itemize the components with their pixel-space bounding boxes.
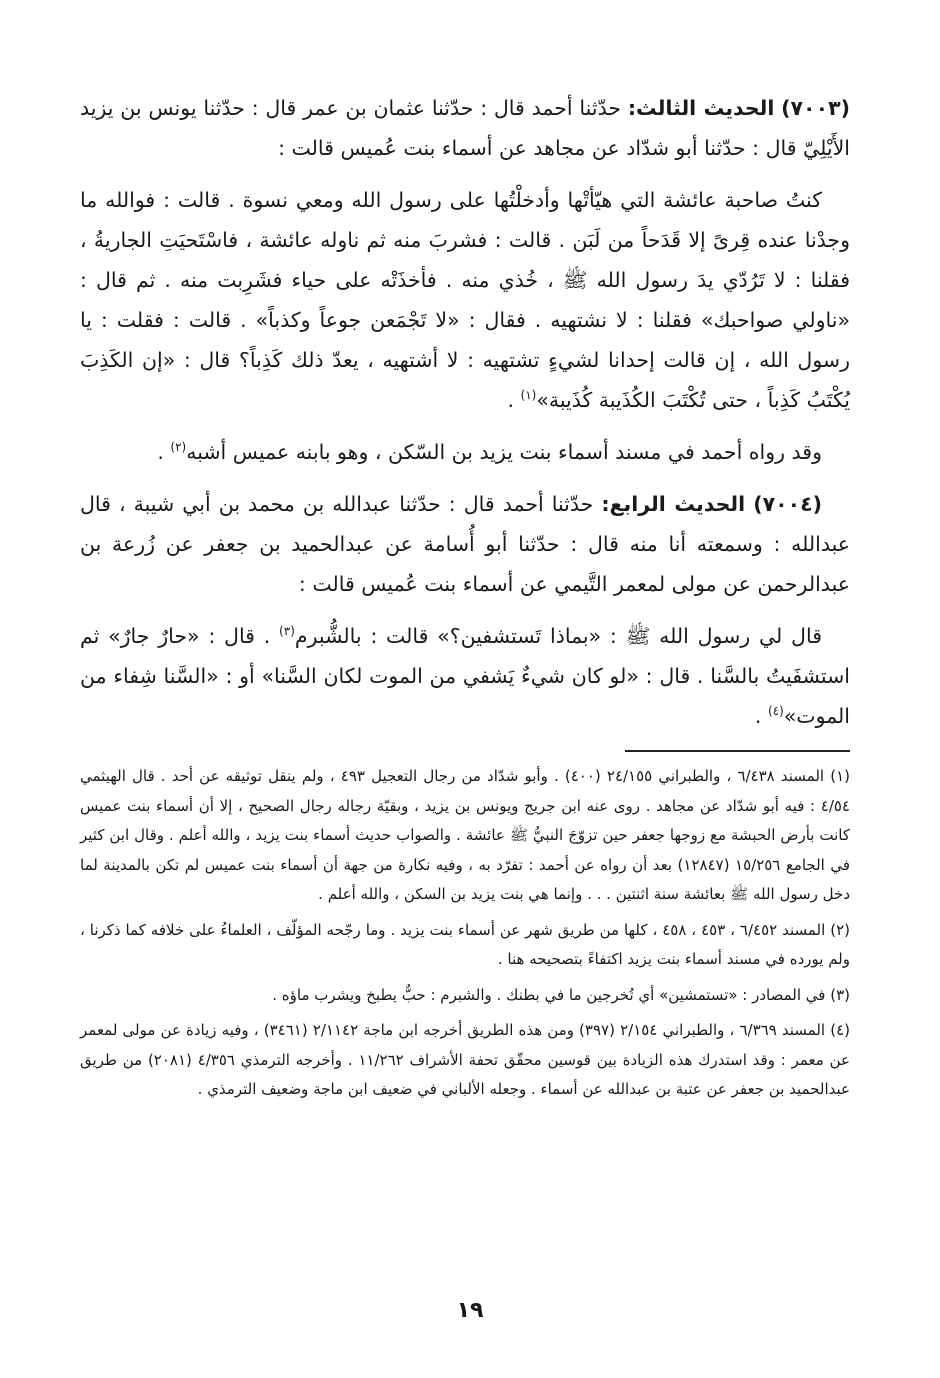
hadith-3-note-text: وقد رواه أحمد في مسند أسماء بنت يزيد بن السّكن ، وهو بابنه عميس أشبه: [186, 440, 822, 464]
hadith-3-matn: [80, 180, 850, 420]
footnote-ref-1: (١): [520, 388, 537, 403]
footnote-text: في المصادر : «تستمشين» أي تُخرجين ما في بطنك . والشبرم : حبٌّ يطبخ ويشرب ماؤه .: [272, 985, 831, 1004]
hadith-4-end: .: [754, 704, 768, 728]
footnote-number: (٢): [830, 920, 850, 939]
footnote-separator: [625, 750, 850, 752]
main-text: [80, 88, 850, 736]
hadith-3-text: كنتُ صاحبة عائشة التي هيّأتْها وأدخلْتُها على رسول الله ومعي نسوة . قالت : فوالله ما وجدْنا عنده قِرىً إلا قَدَحاً من لَبَن . قالت : فشربَ منه ثم ناوله عائشة ، فاسْتَحيَتِ الجاريةُ ، فقلنا : لا تَرُدّي يدَ رسول الله ﷺ ، خُذي منه . فأخذَتْه على حياء فشَرِبت منه . ثم قال : «ناولي صواحبك» فقلنا : لا نشتهيه . فقال : «لا تَجْمَعن جوعاً وكذباً» . قالت : فقلت : يا رسول الله ، إن قالت إحدانا لشيءٍ تشتهيه : لا أشتهيه ، يعدّ ذلك كَذِباً؟ قال : «إن الكَذِبَ يُكْتَبُ كَذِباً ، حتى تُكْتَبَ الكُذَيبة كُذَيبة»: [80, 188, 850, 412]
hadith-3-isnad: [80, 88, 850, 168]
footnote-ref-2: (٢): [170, 440, 187, 455]
hadith-3-note-end: .: [157, 440, 171, 464]
footnote-number: (٣): [830, 985, 850, 1004]
hadith-3-title: الحديث الثالث:: [627, 96, 775, 120]
footnote-text: المسند ٦/٤٥٢ ، ٤٥٣ ، ٤٥٨ ، كلها من طريق شهر عن أسماء بنت يزيد . وما رجّحه المؤلّف ، العلماءُ على خلافه كما ذكرنا ، ولم يورده في مسند أسماء بنت يزيد اكتفاءً بتصحيحه هنا .: [80, 920, 850, 968]
footnote-4: [80, 1016, 850, 1105]
hadith-4-matn: [80, 616, 850, 736]
footnote-number: (٤): [830, 1021, 850, 1039]
hadith-4-number: (٧٠٠٤): [753, 492, 822, 516]
footnote-2: [80, 916, 850, 975]
footnote-number: (١): [830, 767, 850, 785]
hadith-3-end: .: [507, 388, 521, 412]
hadith-4-title: الحديث الرابع:: [601, 492, 746, 516]
hadith-4-chain: حدّثنا أحمد قال : حدّثنا عبدالله بن محمد بن أبي شيبة ، قال عبدالله : وسمعته أنا منه قال : حدّثنا أبو أُسامة عن عبدالحميد بن جعفر عن زُرعة بن عبدالرحمن عن مولى لمعمر التَّيمي عن أسماء بنت عُميس قالت :: [80, 492, 850, 596]
footnote-1: [80, 762, 850, 910]
hadith-3-note: [80, 432, 850, 472]
hadith-4-text-b: . قال : «حارٌ جارٌ» ثم استشفَيتُ بالسَّنا . قال : «لو كان شيءٌ يَشفي من الموت لكان السَّنا» أو : «السَّنا شِفاء من الموت»: [80, 624, 850, 728]
hadith-3-number: (٧٠٠٣): [781, 96, 850, 120]
hadith-3-chain: حدّثنا أحمد قال : حدّثنا عثمان بن عمر قال : حدّثنا يونس بن يزيد الأَيْلِيّ قال : حدّثنا أبو شدّاد عن مجاهد عن أسماء بنت عُميس قالت :: [80, 96, 850, 160]
footnotes: [80, 762, 850, 1105]
footnote-ref-3: (٣): [279, 624, 295, 639]
hadith-4-isnad: [80, 484, 850, 604]
page-number: ١٩: [456, 1298, 484, 1323]
footnote-text: المسند ٦/٤٣٨ ، والطبراني ٢٤/١٥٥ (٤٠٠) . وأبو شدّاد من رجال التعجيل ٤٩٣ ، ولم ينقل توثيقه عن أحد . قال الهيثمي ٤/٥٤ : فيه أبو شدّاد عن مجاهد . روى عنه ابن جريج ويونس بن يزيد ، وبقيّة رجاله رجال الصحيح ، إلا أن أسماء بنت عميس كانت بأرض الحبشة مع زوجها جعفر حين تزوّجَ النبيُّ ﷺ عائشة . والصواب حديث أسماء بنت يزيد ، والله أعلم . وقال ابن كثير في الجامع ١٥/٢٥٦ (١٢٨٤٧) بعد أن رواه عن أحمد : تفرّد به ، وفيه نكارة من جهة أن أسماء بنت عميس لم تكن بالمدينة لما دخل رسول الله ﷺ بعائشة سنة اثنتين . . . وإنما هي بنت يزيد بن السكن ، والله أعلم .: [80, 767, 850, 903]
hadith-4-text-a: قال لي رسول الله ﷺ : «بماذا تَستشفين؟» قالت : بالشُّبرم: [294, 624, 822, 648]
footnote-3: [80, 981, 850, 1011]
book-page: [80, 88, 850, 1111]
footnote-text: المسند ٦/٣٦٩ ، والطبراني ٢/١٥٤ (٣٩٧) ومن هذه الطريق أخرجه ابن ماجة ٢/١١٤٢ (٣٤٦١) ، وفيه زيادة عن مولى لمعمر عن معمر : وقد استدرك هذه الزيادة بين قوسين محقّق تحفة الأشراف ١١/٢٦٢ . وأخرجه الترمذي ٤/٣٥٦ (٢٠٨١) من طريق عبدالحميد بن جعفر عن عتبة بن عبدالله عن أسماء . وجعله الألباني في ضعيف ابن ماجة وضعيف الترمذي .: [80, 1021, 850, 1098]
footnote-ref-4: (٤): [767, 704, 784, 719]
